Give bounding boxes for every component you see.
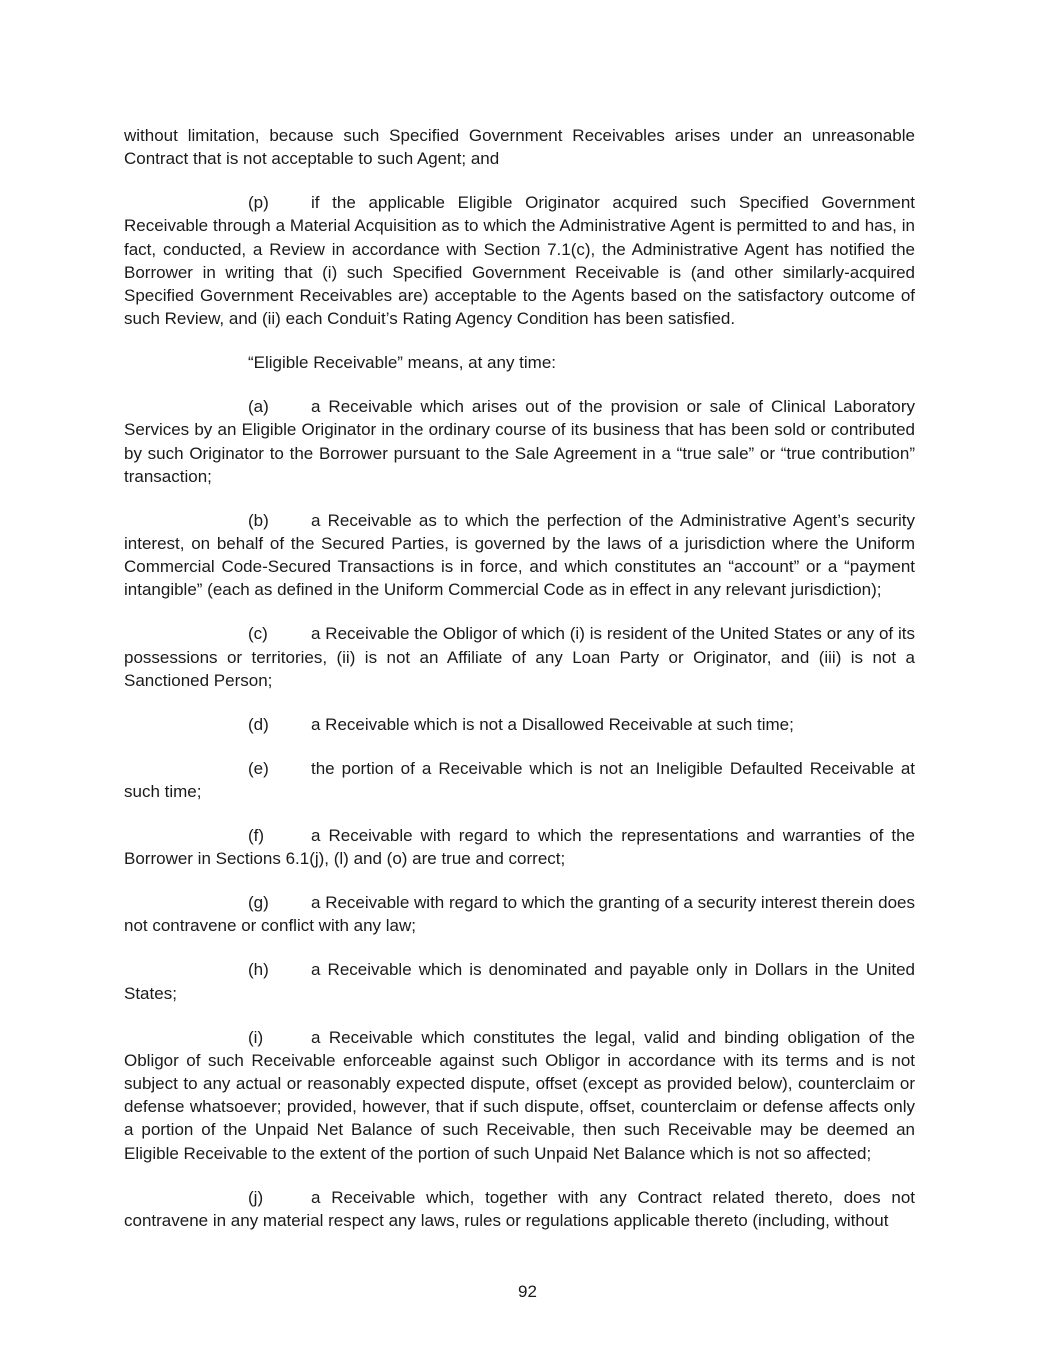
clause-b — [124, 509, 915, 602]
clause-label: (g) — [248, 893, 269, 913]
clause-label: (i) — [248, 1027, 264, 1047]
clause-label: (b) — [248, 510, 269, 530]
clause-p — [124, 191, 915, 330]
clause-label: (e) — [248, 758, 269, 778]
clause-text: a Receivable as to which the perfection of the Administrative Agent’s security interest, on behalf of the Secured Parties, is governed by the laws of a jurisdiction where the Uniform Commercial Code-Secured Transactions is in force, and which constitutes an “account” or a “payment intangible” (each as defined in the Uniform Commercial Code as in effect in any relevant jurisdiction); — [124, 510, 915, 600]
clause-text: the portion of a Receivable which is not an Ineligible Defaulted Receivable at such time; — [124, 758, 915, 802]
clause-j — [124, 1186, 915, 1232]
clause-text: a Receivable with regard to which the granting of a security interest therein does not contravene or conflict with any law; — [124, 893, 915, 936]
clause-d — [124, 713, 915, 736]
clause-label: (c) — [248, 624, 268, 644]
clause-text: if the applicable Eligible Originator acquired such Specified Government Receivable through a Material Acquisition as to which the Administrative Agent is permitted to and has, in fact, conducted, a Review in accordance with Section 7.1(c), the Administrative Agent has notified the Borrower in writing that (i) such Specified Government Receivable is (and other similarly-acquired Specified Government Receivables are) acceptable to the Agents based on the satisfactory outcome of such Review, and (ii) each Conduit’s Rating Agency Condition has been satisfied. — [124, 193, 915, 329]
clause-text: a Receivable which, together with any Contract related thereto, does not contravene in any material respect any laws, rules or regulations applicable thereto (including, without — [124, 1187, 915, 1230]
definition-heading: “Eligible Receivable” means, at any time: — [248, 353, 557, 373]
clause-label: (d) — [248, 714, 269, 734]
clause-f — [124, 824, 915, 870]
clause-h — [124, 958, 915, 1004]
clause-text: a Receivable which is not a Disallowed Receivable at such time; — [311, 714, 794, 734]
clause-c — [124, 622, 915, 692]
page-number: 92 — [518, 1282, 537, 1301]
paragraph-continuation: without limitation, because such Specified Government Receivables arises under an unreasonable Contract that is not acceptable to such Agent; and — [124, 126, 915, 169]
clause-g — [124, 891, 915, 937]
document-body — [124, 124, 915, 1253]
clause-label: (p) — [248, 193, 269, 213]
clause-a — [124, 395, 915, 488]
clause-label: (a) — [248, 397, 269, 417]
clause-label: (j) — [248, 1187, 264, 1207]
clause-text: a Receivable the Obligor of which (i) is resident of the United States or any of its possessions or territories, (ii) is not an Affiliate of any Loan Party or Originator, and (iii) is not a Sanctioned Person; — [124, 624, 915, 690]
clause-i — [124, 1026, 915, 1165]
clause-text: a Receivable which arises out of the provision or sale of Clinical Laboratory Services by an Eligible Originator in the ordinary course of its business that has been sold or contributed by such Originator to the Borrower pursuant to the Sale Agreement in a “true sale” or “true contribution” transaction; — [124, 397, 915, 486]
clause-text: a Receivable with regard to which the representations and warranties of the Borrower in Sections 6.1(j), (l) and (o) are true and correct; — [124, 826, 915, 869]
clause-e — [124, 757, 915, 803]
clause-text: a Receivable which constitutes the legal, valid and binding obligation of the Obligor of such Receivable enforceable against such Obligor in accordance with its terms and is not subject to any actual or reasonably expected dispute, offset (except as provided below), counterclaim or defense whatsoever; provided, however, that if such dispute, offset, counterclaim or defense affects only a portion of the Unpaid Net Balance of such Receivable, then such Receivable may be deemed an Eligible Receivable to the extent of the portion of such Unpaid Net Balance which is not so affected; — [124, 1027, 915, 1163]
clause-label: (h) — [248, 960, 269, 980]
clause-text: a Receivable which is denominated and payable only in Dollars in the United States; — [124, 960, 915, 1003]
clause-label: (f) — [248, 826, 265, 846]
